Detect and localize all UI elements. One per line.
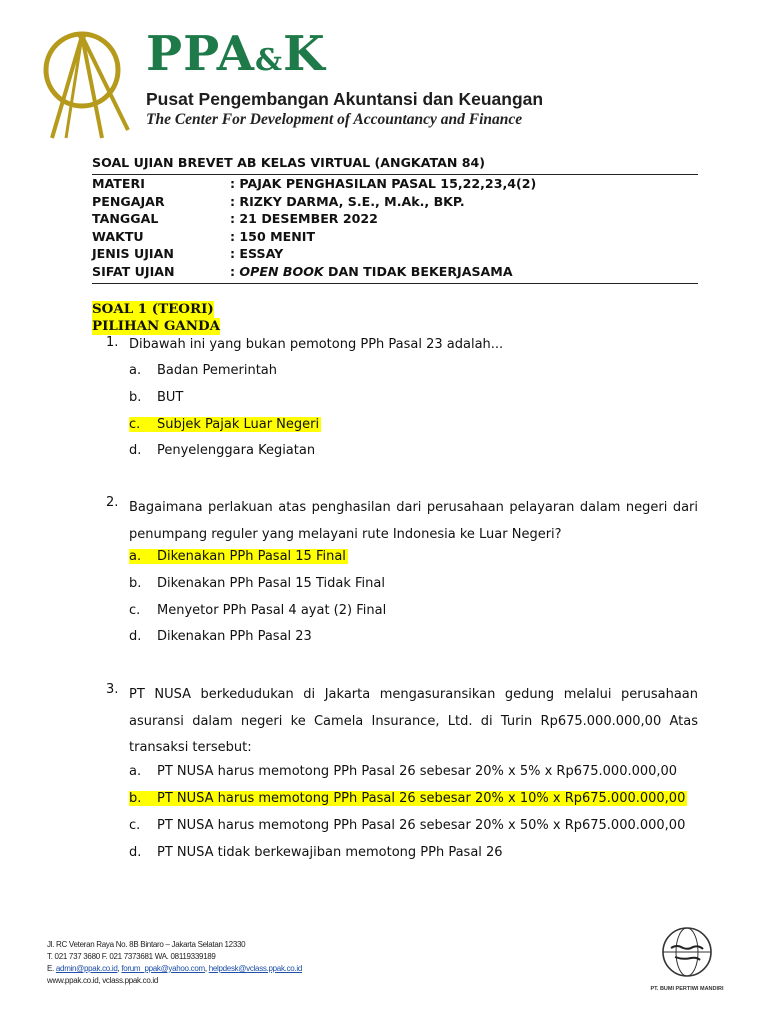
- option-a-answer: a. Dikenakan PPh Pasal 15 Final: [129, 549, 346, 564]
- badge-caption: PT. BUMI PERTIWI MANDIRI: [650, 986, 724, 992]
- option-b: b. BUT: [129, 390, 184, 405]
- option-d: d. Dikenakan PPh Pasal 23: [129, 629, 312, 644]
- globe-indonesia-map-icon: [657, 924, 717, 980]
- exam-info-row: SIFAT UJIAN : OPEN BOOK DAN TIDAK BEKERJASAMA: [92, 263, 513, 279]
- exam-title: SOAL UJIAN BREVET AB KELAS VIRTUAL (ANGKATAN 84): [92, 155, 698, 175]
- question-text: Bagaimana perlakuan atas penghasilan dari perusahaan pelayaran dalam negeri dari penumpang reguler yang melayani rute Indonesia ke Luar Negeri?: [129, 500, 698, 542]
- option-b: b. Dikenakan PPh Pasal 15 Tidak Final: [129, 576, 385, 591]
- option-d: d. Penyelenggara Kegiatan: [129, 443, 316, 458]
- exam-info-row: TANGGAL : 21 DESEMBER 2022: [92, 211, 378, 227]
- exam-info-row: MATERI : PAJAK PENGHASILAN PASAL 15,22,23,4(2): [92, 176, 537, 191]
- footer-address: Jl. RC Veteran Raya No. 8B Bintaro – Jakarta Selatan 12330: [47, 940, 246, 949]
- brand-name-indonesian: Pusat Pengembangan Akuntansi dan Keuangan: [146, 89, 544, 109]
- section-title: SOAL 1 (TEORI): [92, 301, 214, 317]
- option-a: a. Badan Pemerintah: [129, 363, 278, 378]
- option-c: c. PT NUSA harus memotong PPh Pasal 26 sebesar 20% x 50% x Rp675.000.000,00: [129, 818, 686, 833]
- email-link[interactable]: admin@ppak.co.id: [55, 964, 118, 973]
- exam-info-row: JENIS UJIAN : ESSAY: [92, 246, 284, 262]
- question-1: 1. Dibawah ini yang bukan pemotong PPh Pasal 23 adalah... a. Badan Pemerintah b. BUT c. Subjek Pajak Luar Negeri d. Penyelenggara Kegiatan: [92, 335, 698, 465]
- email-link[interactable]: forum_ppak@yahoo.com: [121, 964, 205, 973]
- partner-badge: [642, 924, 732, 996]
- exam-info-row: WAKTU : 150 MENIT: [92, 228, 316, 244]
- question-text: Dibawah ini yang bukan pemotong PPh Pasal 23 adalah...: [129, 337, 504, 352]
- footer-contact: [47, 939, 302, 987]
- footer-website[interactable]: www.ppak.co.id, vclass.ppak.co.id: [47, 976, 159, 985]
- exam-header: [92, 155, 698, 284]
- brand-block: [146, 26, 544, 129]
- email-link[interactable]: helpdesk@vclass.ppak.co.id: [208, 964, 302, 973]
- exam-info-row: PENGAJAR : RIZKY DARMA, S.E., M.Ak., BKP.: [92, 193, 465, 209]
- footer-email: E. admin@ppak.co.id, forum_ppak@yahoo.com, helpdesk@vclass.ppak.co.id: [47, 964, 302, 973]
- question-3: 3. PT NUSA berkedudukan di Jakarta mengasuransikan gedung melalui perusahaan asuransi dalam negeri ke Camela Insurance, Ltd. di Turin Rp675.000.000,00 Atas transaksi tersebut: a. PT NUSA harus memotong PPh Pasal 26 sebesar 20% x 5% x Rp675.000.000,00 b. PT NUSA harus memotong PPh Pasal 26 sebesar 20% x 10% x Rp675.000.000,00 c. PT NUSA harus memotong PPh Pasal 26 sebesar 20% x 50% x Rp675.000.000,00 d. PT NUSA tidak berkewajiban memotong PPh Pasal 26: [106, 682, 698, 860]
- option-a: a. PT NUSA harus memotong PPh Pasal 26 sebesar 20% x 5% x Rp675.000.000,00: [129, 764, 678, 779]
- brand-name: PPA&K: [146, 26, 326, 82]
- option-c: c. Menyetor PPh Pasal 4 ayat (2) Final: [129, 603, 387, 618]
- footer-phone: T. 021 737 3680 F. 021 7373681 WA. 08119339189: [47, 952, 216, 961]
- option-d: d. PT NUSA tidak berkewajiban memotong PPh Pasal 26: [129, 845, 503, 860]
- question-text: PT NUSA berkedudukan di Jakarta mengasuransikan gedung melalui perusahaan asuransi dalam negeri ke Camela Insurance, Ltd. di Turin Rp675.000.000,00 Atas transaksi tersebut:: [129, 687, 698, 755]
- section-heading: [92, 301, 220, 335]
- question-2: 2. Bagaimana perlakuan atas penghasilan dari perusahaan pelayaran dalam negeri dari penumpang reguler yang melayani rute Indonesia ke Luar Negeri? a. Dikenakan PPh Pasal 15 Final b. Dikenakan PPh Pasal 15 Tidak Final c. Menyetor PPh Pasal 4 ayat (2) Final d. Dikenakan PPh Pasal 23: [106, 495, 698, 644]
- option-b-answer: b. PT NUSA harus memotong PPh Pasal 26 sebesar 20% x 10% x Rp675.000.000,00: [129, 791, 686, 806]
- ppak-compass-logo-icon: [38, 26, 134, 146]
- option-c-answer: c. Subjek Pajak Luar Negeri: [129, 417, 320, 432]
- brand-name-english: The Center For Development of Accountancy and Finance: [146, 111, 523, 128]
- section-subtitle: PILIHAN GANDA: [92, 318, 221, 334]
